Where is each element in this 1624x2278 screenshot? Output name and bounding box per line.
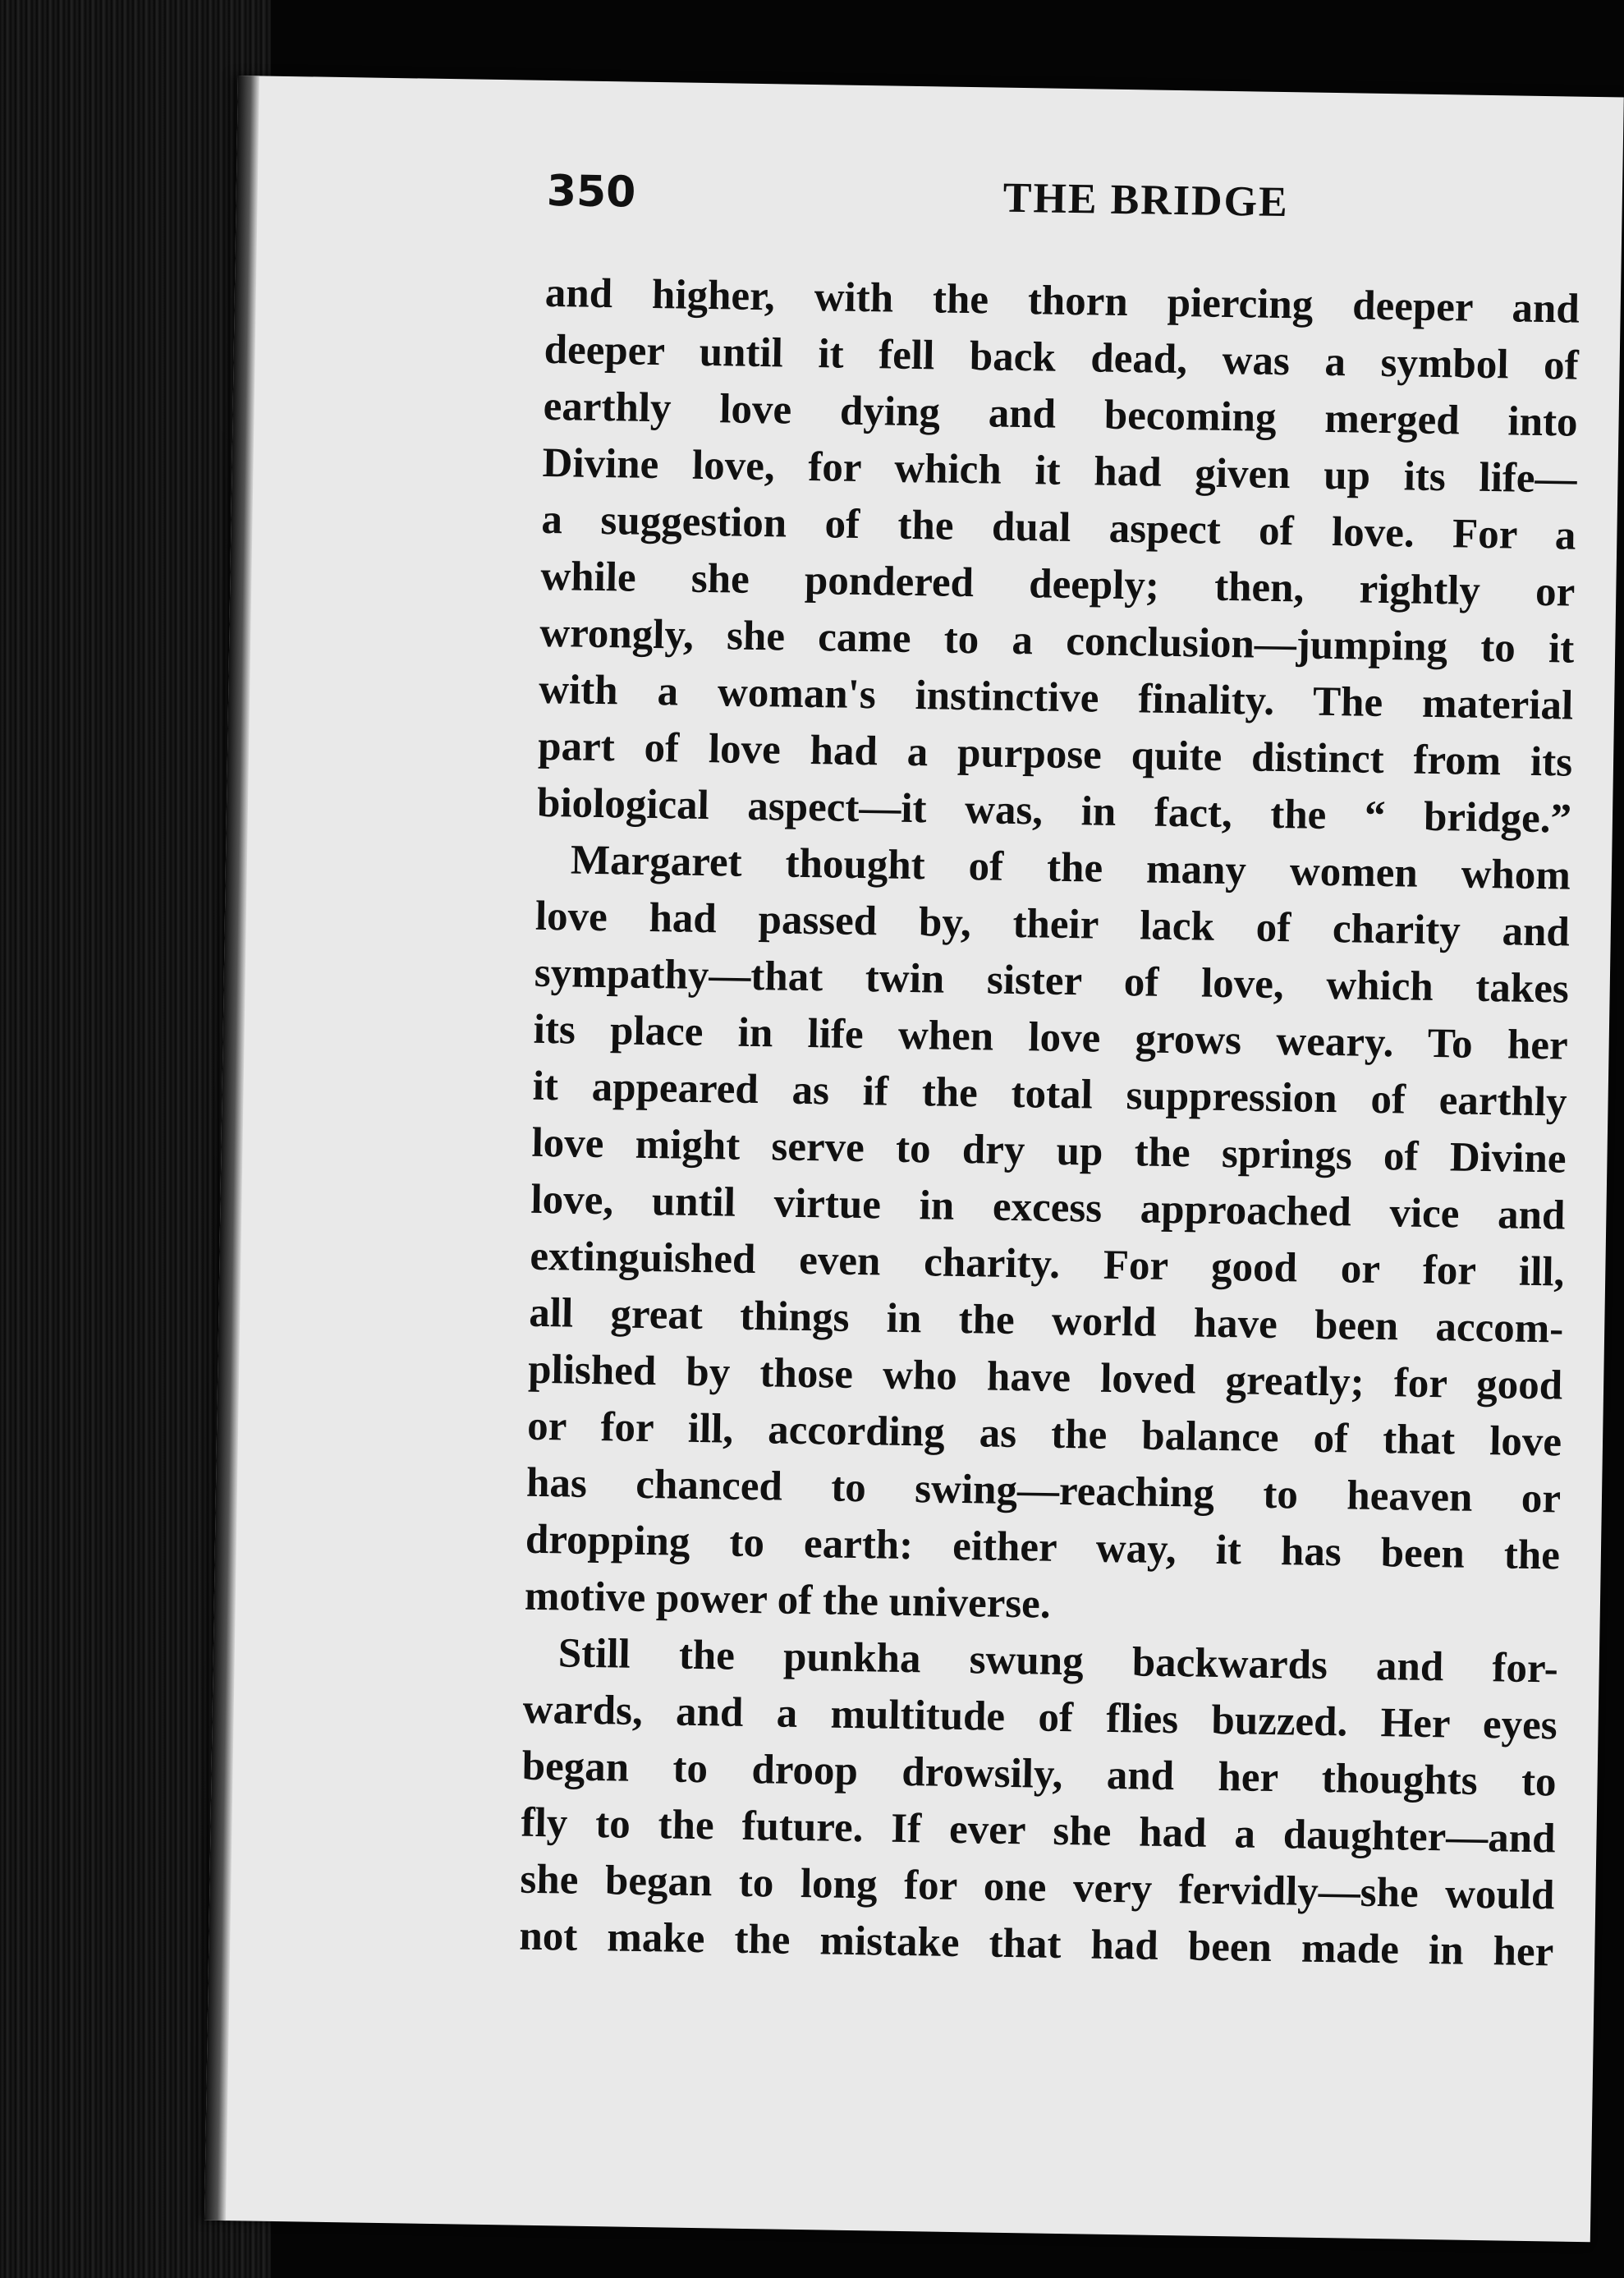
page-number: 350: [546, 166, 636, 218]
text-line: with a woman's instinctive finality. The material: [538, 666, 1574, 729]
text-line: dropping to earth: either way, it has been the: [525, 1516, 1561, 1579]
text-line: its place in life when love grows weary. To her: [533, 1006, 1569, 1069]
text-line: love, until virtue in excess approached vice and: [530, 1176, 1566, 1239]
text-line: sympathy—that twin sister of love, which takes: [534, 949, 1570, 1013]
running-head: [546, 167, 1581, 257]
text-line: Divine love, for which it had given up its life—: [542, 439, 1577, 503]
text-line: plished by those who have loved greatly; for good: [527, 1346, 1563, 1409]
text-line: has chanced to swing—reaching to heaven or: [525, 1459, 1562, 1522]
text-line: deeper until it fell back dead, was a symbol of: [544, 326, 1580, 389]
text-line: and higher, with the thorn piercing deeper and: [544, 269, 1580, 333]
text-line: part of love had a purpose quite distinct from its: [537, 723, 1573, 786]
text-line: it appeared as if the total suppression of earthly: [532, 1063, 1567, 1126]
text-line: wards, and a multitude of flies buzzed. Her eyes: [522, 1686, 1558, 1749]
text-line: extinguished even charity. For good or for ill,: [530, 1233, 1565, 1296]
book-page: [204, 76, 1624, 2242]
text-line: biological aspect—it was, in fact, the “ bridge.”: [536, 779, 1572, 843]
text-line: while she pondered deeply; then, rightly or: [540, 553, 1576, 616]
text-line: wrongly, she came to a conclusion—jumping to it: [539, 609, 1575, 673]
running-title: THE BRIDGE: [1002, 174, 1290, 227]
text-line: love had passed by, their lack of charity and: [534, 893, 1571, 956]
text-line: fly to the future. If ever she had a daughter—and: [521, 1799, 1556, 1862]
text-line: a suggestion of the dual aspect of love. For a: [541, 496, 1576, 559]
body-text: [519, 265, 1580, 1982]
text-line: she began to long for one very fervidly—she would: [520, 1856, 1555, 1919]
text-line: Margaret thought of the many women whom: [570, 837, 1571, 899]
text-line: love might serve to dry up the springs of Divine: [531, 1119, 1567, 1183]
text-line: began to droop drowsily, and her thoughts to: [521, 1743, 1557, 1806]
text-line: Still the punkha swung backwards and for-: [557, 1630, 1559, 1692]
text-line: or for ill, according as the balance of that love: [526, 1403, 1562, 1466]
text-line: earthly love dying and becoming merged into: [543, 383, 1579, 446]
text-line: not make the mistake that had been made in her: [519, 1913, 1554, 1976]
text-line: all great things in the world have been accom-: [528, 1289, 1564, 1353]
text-line: motive power of the universe.: [524, 1573, 1052, 1628]
